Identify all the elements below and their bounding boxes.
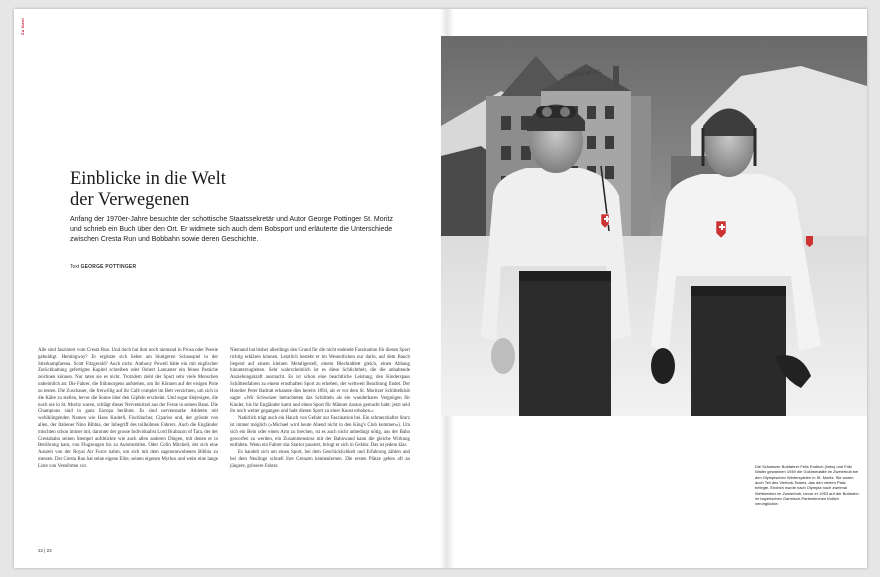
hotel-sign: CRISTAL HOTEL: [563, 68, 603, 80]
page-numbers: 22 | 23: [38, 548, 52, 553]
body-column-1: [38, 348, 218, 471]
article-lead: Anfang der 1970er-Jahre besuchte der schottische Staatssekretär und Autor George Pottinger St. Moritz und schrieb ein Buch über den Ort. Er widmete sich auch dem Bobsport und erläuterte die Unterschiede zwischen Cresta Run und Bobbahn sowie deren Geschichte.: [70, 216, 393, 244]
byline-author: GEORGE POTTINGER: [80, 264, 137, 270]
section-kicker: Zu Gast: [20, 18, 25, 35]
body-column-2: [230, 348, 410, 471]
byline: [70, 264, 136, 270]
body-paragraph: Es handelt sich um einen Sport, bei dem Geschicklichkeit und Erfahrung zählen und bei dem Neulinge schnell ihre Grenzen kennenlernen. Die ersten Plätze gehen oft an jüngere, grössere Fahrer.: [230, 450, 410, 469]
body-paragraph: Niemand hat bisher allerdings den Grund für die nicht endende Faszination für diesen Sport richtig erklären können. Letztlich besteht er im Wesentlichen nur darin, auf dem Bauch liegend auf einem kleinen Metallgestell, einem Blechtablett gleich, einen Abhang hinunterzugleiten. Sehr wahrscheinlich ist es diese Schlichtheit, die die anhaltende Anziehungskraft ausmacht. Es ist schon eine beachtliche Leistung, den Kinderspass Schlittenfahren zu einem ernsthaften Sport zu erheben, der weltweit Beachtung findet. Der Hotelier Peter Badrutt erkannte dies bereits 1894, als er vor dem St. Moritzer Schlittelklub sagte: «Wir Schweizer betrachteten das Schlitteln als ein wunderbares Vergnügen für Kinder, bis ihr Engländer kamt und einen Sport für Männer daraus gemacht habt; jetzt seid ihr noch weiter gegangen und habt diesen Sport zu einer Kunst erhoben.»: [230, 348, 410, 415]
body-paragraph: Alle sind fasziniert vom Cresta Run. Und doch hat ihm noch niemand in Prosa oder Poesie gehuldigt. Hemingway? Er ergötzte sich lieber am blutigeren Schauspiel in der Stierkampfarena. Scott Fitzgerald? Auch nicht. Anthony Powell hätte ein mit englischer Zurückhaltung gefertigtes Kapitel schreiben oder Osbert Lancaster ein feines Pastiche zeichnen können. Nur taten sie es nicht. Trotzdem zieht der Sport sehr viele Menschen unheimlich an: Die Fahrer, die frühmorgens aufstehen, um ihr Können auf der eisigen Piste zu testen. Die Zuschauer, die freiwillig auf ihr Café complet im Bett verzichten, um sich in die Kälte zu stellen, bevor die Sonne über den Gipfeln erscheint. Und sogar diejenigen, die noch nie in St. Moritz waren, schlägt dieser Nervenkitzel aus der Ferne in seinen Bann. Die Champions sind in ganz Europa berühmt. Es sind nervenstarke Athleten mit wohlklingenden Namen wie Hans Kuderli, Fischbacher, Cipariso und, der grösste von allen, der Italiener Nino Bibbia, der Inbegriff des tollkühnen Fahrers. Auch die Engländer mischten schon immer mit, darunter der grosse Individualist Lord Brabazon of Tara, der der Crestabahn seinen Stempel aufdrückte wie auch allen anderen Dingen, mit denen er in Berührung kam, von Flugzeugen bis zu Automobilen. Oder Colin Mitchell, der sich eine Auszeit von der Royal Air Force nahm, um sich mit dem sagenumwobenen Bibbia zu messen. Der Cresta Run hat seine eigene Elite, seinen eigenen Mythos und weist eine lange Liste von Verséhrten vor.: [38, 348, 218, 469]
photo-caption: Die Schweizer Bobfahrer Felix Endrich (links) und Fritz Waller gewannen 1949 die Goldmedaille im Zweierbob bei den Olympischen Winterspielen in St. Moritz. Sie waren auch Teil des Vierbob-Teams, das den vierten Platz belegte. Endrich wurde nach Olympia noch zweimal Weltmeister im Zweierbob, bevor er 1953 auf der Bobbahn im bayerischen Garmisch-Partenkirchen tödlich verunglückte.: [755, 464, 859, 507]
article-title: [70, 169, 370, 211]
magazine-spread: [14, 9, 867, 568]
byline-label: Text: [70, 264, 80, 270]
bobsleigh-photo: [441, 36, 867, 416]
body-paragraph: Natürlich trägt auch ein Hauch von Gefahr zur Faszination bei. Ein schmerzhafter Sturz ist immer möglich («Michael wird heute Abend nicht in den King's Club kommen»). Um sich ein Bein oder einen Arm zu brechen, ist es auch nicht unbedingt nötig, aus der Bahn geworfen zu werden, ein Zusammenstoss mit der Bahnwand kann die gleiche Wirkung entfalten. Wenn ein Fahrer das Startor passiert, bringt er sich in Gefahr. Das ist jedem klar.: [230, 416, 410, 449]
article-title-line-1: Einblicke in die Welt: [70, 169, 226, 189]
article-title-line-2: der Verwegenen: [70, 190, 190, 210]
